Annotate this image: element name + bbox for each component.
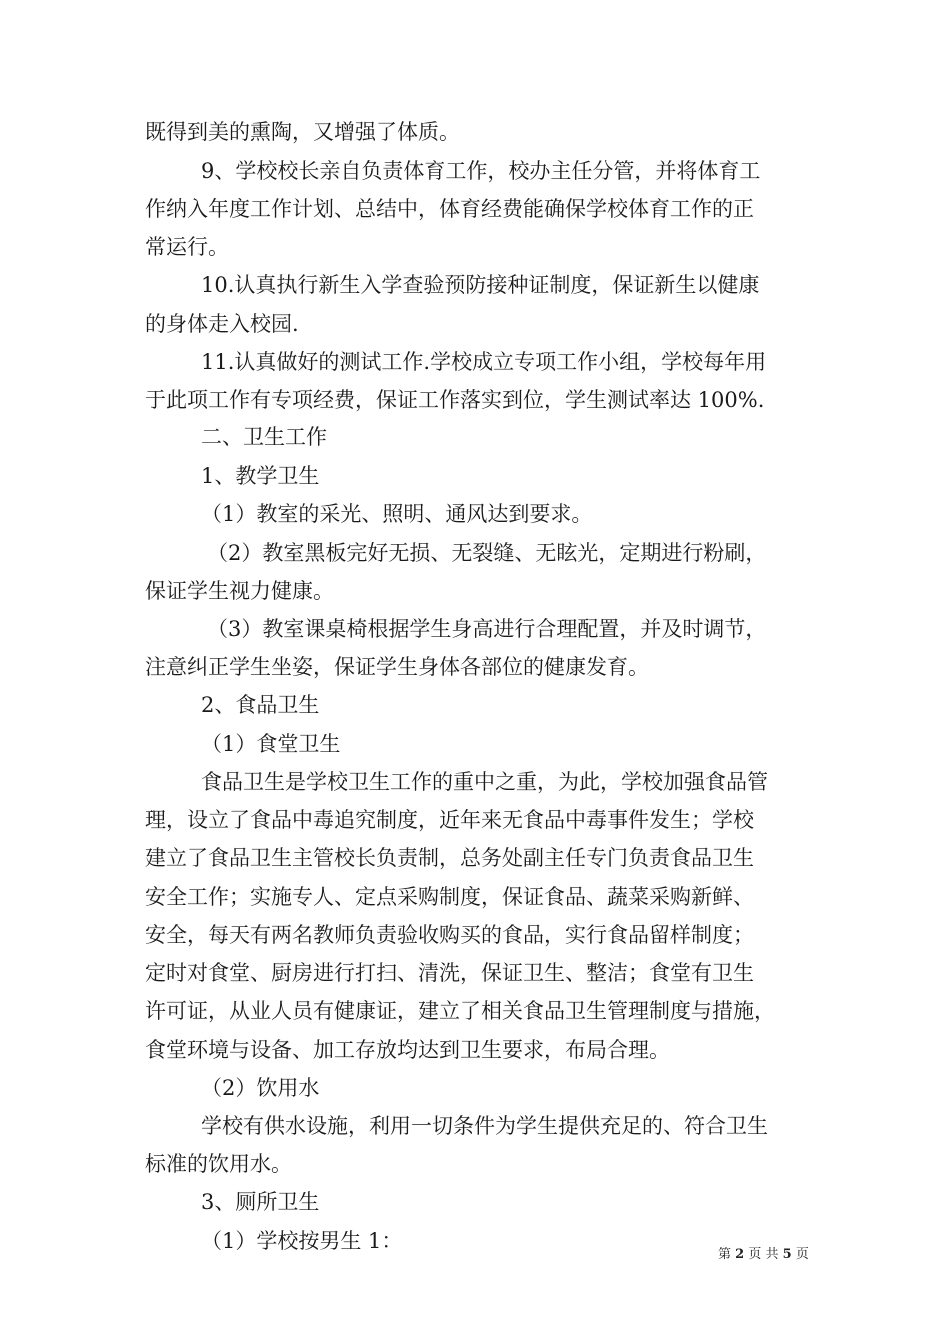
text-line: 食品卫生是学校卫生工作的重中之重，为此，学校加强食品管 — [201, 770, 768, 794]
text-line: 的身体走入校园. — [145, 312, 299, 336]
footer-prefix: 第 — [718, 1247, 732, 1262]
text-line: 许可证，从业人员有健康证，建立了相关食品卫生管理制度与措施， — [145, 999, 775, 1023]
text-line: 安全工作；实施专人、定点采购制度，保证食品、蔬菜采购新鲜、 — [145, 885, 754, 909]
text-line: 定时对食堂、厨房进行打扫、清洗，保证卫生、整洁；食堂有卫生 — [145, 961, 754, 985]
page-footer — [718, 1246, 809, 1264]
total-pages-number: 5 — [782, 1247, 792, 1262]
text-line: （1）学校按男生 1： — [201, 1229, 403, 1253]
text-line: （2）教室黑板完好无损、无裂缝、无眩光，定期进行粉刷， — [207, 541, 767, 565]
text-line: 建立了食品卫生主管校长负责制，总务处副主任专门负责食品卫生 — [145, 846, 754, 870]
text-line: 既得到美的熏陶，又增强了体质。 — [145, 120, 460, 144]
subsection-heading: 2、食品卫生 — [201, 693, 320, 717]
text-line: 于此项工作有专项经费，保证工作落实到位，学生测试率达 100%. — [145, 388, 765, 412]
subsection-heading: 3、厕所卫生 — [201, 1190, 320, 1214]
subsection-heading: 1、教学卫生 — [201, 464, 320, 488]
footer-middle: 页 共 — [748, 1247, 779, 1262]
text-line: （2）饮用水 — [201, 1076, 320, 1100]
current-page-number: 2 — [735, 1247, 745, 1262]
text-line: 保证学生视力健康。 — [145, 579, 334, 603]
text-line: 安全，每天有两名教师负责验收购买的食品，实行食品留样制度； — [145, 923, 754, 947]
text-line: 9、学校校长亲自负责体育工作，校办主任分管，并将体育工 — [201, 159, 761, 183]
text-line: 学校有供水设施，利用一切条件为学生提供充足的、符合卫生 — [201, 1114, 768, 1138]
text-line: 标准的饮用水。 — [145, 1152, 292, 1176]
text-line: 注意纠正学生坐姿，保证学生身体各部位的健康发育。 — [145, 655, 649, 679]
text-line: 11.认真做好的测试工作.学校成立专项工作小组，学校每年用 — [201, 350, 767, 374]
text-line: （3）教室课桌椅根据学生身高进行合理配置，并及时调节， — [207, 617, 767, 641]
text-line: 10.认真执行新生入学查验预防接种证制度，保证新生以健康 — [201, 273, 760, 297]
text-line: 理，设立了食品中毒追究制度，近年来无食品中毒事件发生；学校 — [145, 808, 754, 832]
text-line: 常运行。 — [145, 235, 229, 259]
section-heading: 二、卫生工作 — [201, 425, 327, 449]
text-line: 食堂环境与设备、加工存放均达到卫生要求，布局合理。 — [145, 1038, 670, 1062]
text-line: 作纳入年度工作计划、总结中，体育经费能确保学校体育工作的正 — [145, 197, 754, 221]
text-line: （1）教室的采光、照明、通风达到要求。 — [201, 502, 593, 526]
text-line: （1）食堂卫生 — [201, 732, 341, 756]
footer-suffix: 页 — [795, 1247, 809, 1262]
